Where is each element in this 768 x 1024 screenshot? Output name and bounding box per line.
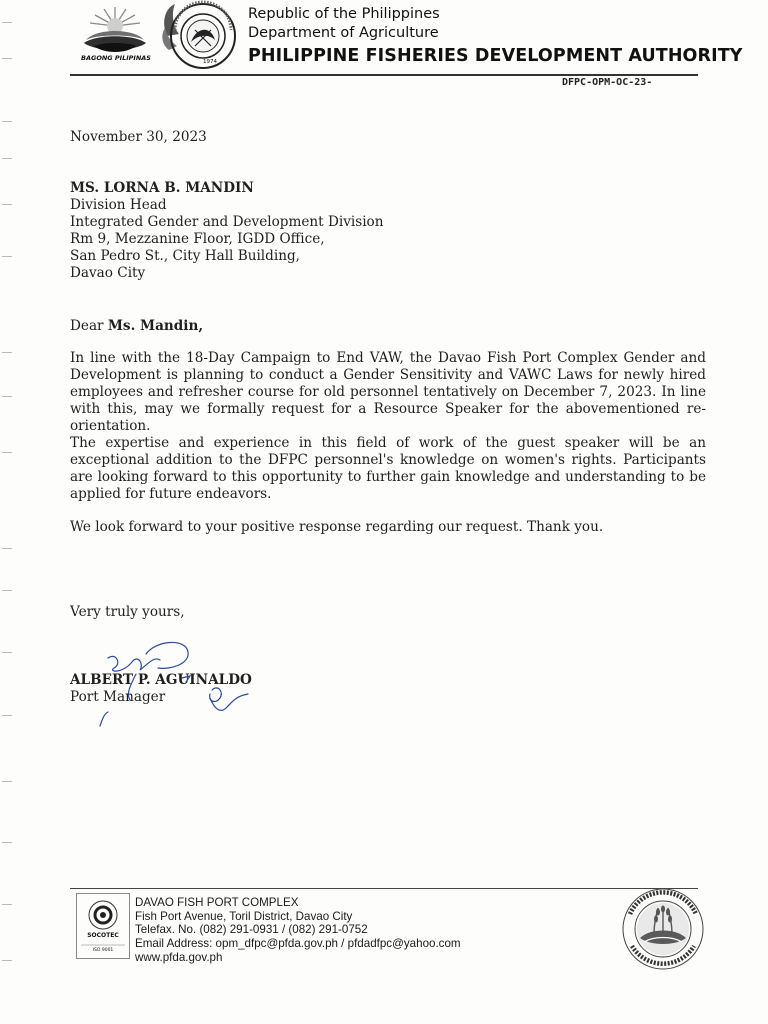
department-line: Department of Agriculture — [248, 25, 439, 41]
paragraph-3: We look forward to your positive response regarding our request. Thank you. — [70, 519, 604, 535]
recipient-name: MS. LORNA B. MANDIN — [70, 180, 254, 196]
salutation — [70, 318, 203, 335]
signer-name: ALBERT P. AGUINALDO — [70, 672, 252, 688]
signer-title: Port Manager — [70, 689, 166, 705]
cert-iso: ISO 9001 — [92, 948, 114, 953]
office-name: DAVAO FISH PORT COMPLEX — [135, 896, 299, 909]
cert-brand: SOCOTEC — [87, 932, 119, 939]
paragraph-1: In line with the 18-Day Campaign to End VAW, the Davao Fish Port Complex Gender and Development is planning to conduct a Gender Sensitivity and VAWC Laws for newly hired employees and refresher course for old personnel tentatively on December 7, 2023. In line with this, may we formally request for a Resource Speaker for the abovementioned re-orientation. — [70, 350, 706, 434]
iso-certification-badge — [76, 893, 130, 959]
recipient-address-line2: San Pedro St., City Hall Building, — [70, 248, 300, 264]
salutation-name: Ms. Mandin, — [107, 318, 204, 334]
header-divider — [70, 74, 698, 76]
handwritten-signature — [86, 634, 256, 738]
agency-name: PHILIPPINE FISHERIES DEVELOPMENT AUTHORITY — [248, 46, 743, 66]
recipient-city: Davao City — [70, 265, 146, 281]
recipient-office: Integrated Gender and Development Division — [70, 214, 384, 230]
office-address: Fish Port Avenue, Toril District, Davao City — [135, 909, 353, 923]
office-email: Email Address: opm_dfpc@pfda.gov.ph / pfdadfpc@yahoo.com — [135, 937, 461, 951]
office-contact-block — [135, 896, 461, 965]
reference-number: DFPC-OPM-OC-23- — [562, 77, 653, 88]
office-telefax: Telefax. No. (082) 291-0931 / (082) 291-0752 — [135, 923, 368, 937]
pfda-logo — [155, 0, 245, 72]
republic-line: Republic of the Philippines — [248, 6, 440, 22]
recipient-position: Division Head — [70, 197, 167, 213]
letter-date: November 30, 2023 — [70, 129, 207, 145]
salutation-prefix: Dear — [70, 318, 108, 334]
office-website: www.pfda.gov.ph — [135, 950, 223, 964]
recipient-address-line1: Rm 9, Mezzanine Floor, IGDD Office, — [70, 231, 325, 247]
seal-label: BAGONG PILIPINAS — [81, 54, 151, 62]
agrikultura-badge — [618, 884, 708, 974]
closing: Very truly yours, — [70, 604, 185, 620]
paragraph-2: The expertise and experience in this field of work of the guest speaker will be an exceptional addition to the DFPC personnel's knowledge on women's rights. Participants are looking forward to this opportunity to further gain knowledge and understanding to be applied for future endeavors. — [70, 435, 706, 502]
footer-divider — [70, 888, 698, 889]
recipient-block — [70, 180, 384, 282]
logo-year: 1974 — [203, 59, 217, 65]
